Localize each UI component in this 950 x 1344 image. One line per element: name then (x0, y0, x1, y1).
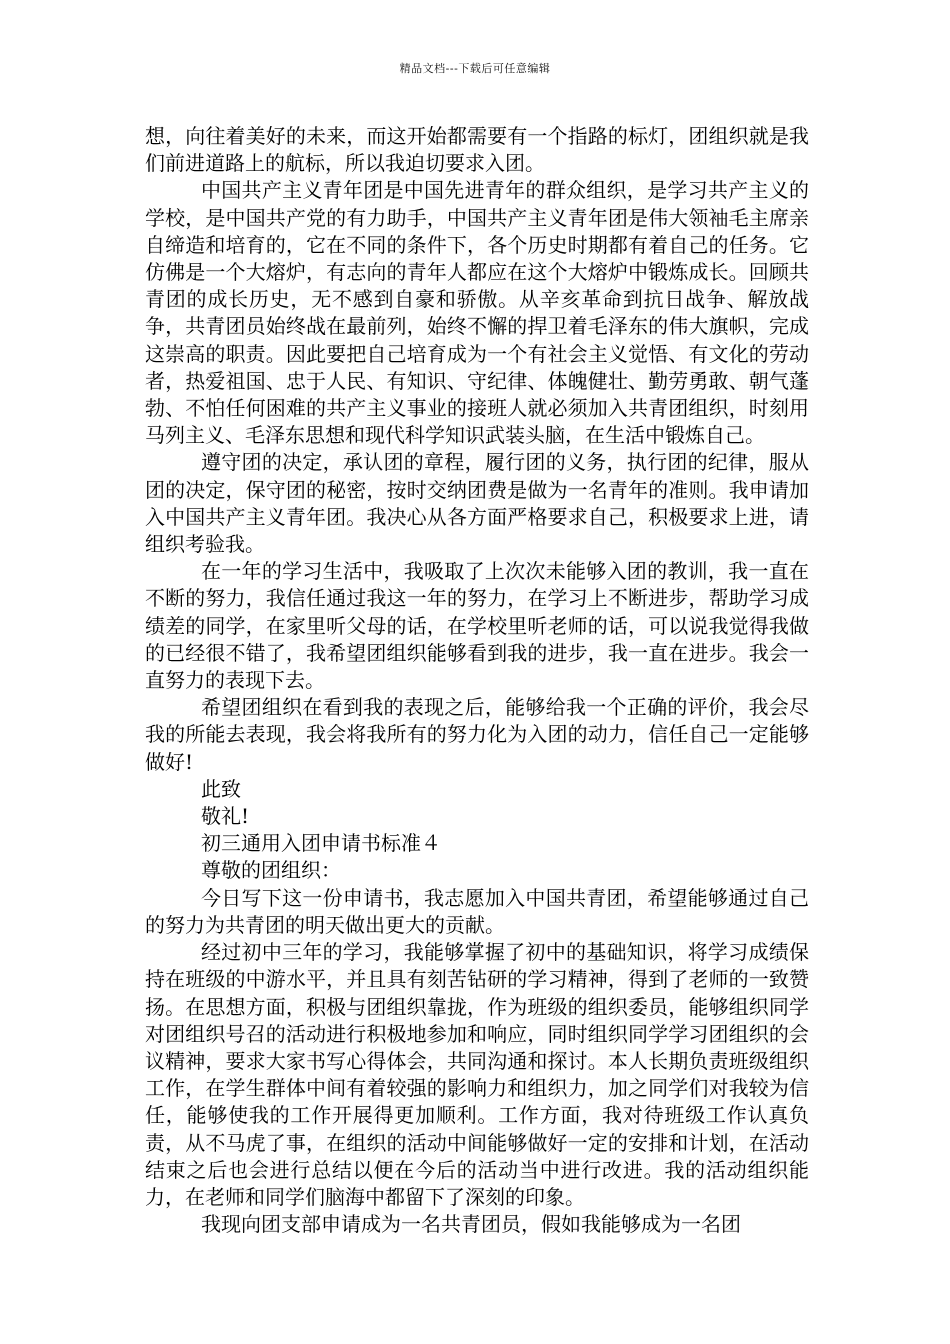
paragraph: 今日写下这一份申请书，我志愿加入中国共青团，希望能够通过自己的努力为共青团的明天做出更大的贡献。 (145, 885, 809, 937)
paragraph: 在一年的学习生活中，我吸取了上次次未能够入团的教训，我一直在不断的努力，我信任通过我这一年的努力，在学习上不断进步，帮助学习成绩差的同学，在家里听父母的话，在学校里听老师的话，可以说我觉得我做的已经很不错了，我希望团组织能够看到我的进步，我一直在进步。我会一直努力的表现下去。 (145, 559, 809, 693)
paragraph: 中国共产主义青年团是中国先进青年的群众组织，是学习共产主义的学校，是中国共产党的有力助手，中国共产主义青年团是伟大领袖毛主席亲自缔造和培育的，它在不同的条件下，各个历史时期都有着自己的任务。它仿佛是一个大熔炉，有志向的青年人都应在这个大熔炉中锻炼成长。回顾共青团的成长历史，无不感到自豪和骄傲。从辛亥革命到抗日战争、解放战争，共青团员始终战在最前列，始终不懈的捍卫着毛泽东的伟大旗帜，完成这崇高的职责。因此要把自己培育成为一个有社会主义觉悟、有文化的劳动者，热爱祖国、忠于人民、有知识、守纪律、体魄健壮、勤劳勇敢、朝气蓬勃、不怕任何困难的共产主义事业的接班人就必须加入共青团组织，时刻用马列主义、毛泽东思想和现代科学知识武装头脑，在生活中锻炼自己。 (145, 178, 809, 448)
greeting: 尊敬的团组织： (201, 858, 341, 883)
closing-regards: 敬礼! (201, 804, 250, 829)
section-title: 初三通用入团申请书标准４ (201, 831, 441, 856)
paragraph: 希望团组织在看到我的表现之后，能够给我一个正确的评价，我会尽我的所能去表现，我会将我所有的努力化为入团的动力，信任自己一定能够做好! (145, 695, 809, 774)
closing-salutation: 此致 (201, 776, 241, 801)
document-body (145, 123, 809, 1238)
paragraph: 经过初中三年的学习，我能够掌握了初中的基础知识，将学习成绩保持在班级的中游水平，并且具有刻苦钻研的学习精神，得到了老师的一致赞扬。在思想方面，积极与团组织靠拢，作为班级的组织委员，能够组织同学对团组织号召的活动进行积极地参加和响应，同时组织同学学习团组织的会议精神，要求大家书写心得体会，共同沟通和探讨。本人长期负责班级组织工作，在学生群体中间有着较强的影响力和组织力，加之同学们对我较为信任，能够使我的工作开展得更加顺利。工作方面，我对待班级工作认真负责，从不马虎了事，在组织的活动中间能够做好一定的安排和计划，在活动结束之后也会进行总结以便在今后的活动当中进行改进。我的活动组织能力，在老师和同学们脑海中都留下了深刻的印象。 (145, 940, 809, 1209)
paragraph: 遵守团的决定，承认团的章程，履行团的义务，执行团的纪律，服从团的决定，保守团的秘密，按时交纳团费是做为一名青年的准则。我申请加入中国共产主义青年团。我决心从各方面严格要求自己，积极要求上进，请组织考验我。 (145, 450, 809, 557)
paragraph: 我现向团支部申请成为一名共青团员，假如我能够成为一名团 (201, 1212, 741, 1237)
paragraph: 想，向往着美好的未来，而这开始都需要有一个指路的标灯，团组织就是我们前进道路上的航标，所以我迫切要求入团。 (145, 124, 809, 176)
page-header: 精品文档---下载后可任意编辑 (399, 62, 551, 75)
